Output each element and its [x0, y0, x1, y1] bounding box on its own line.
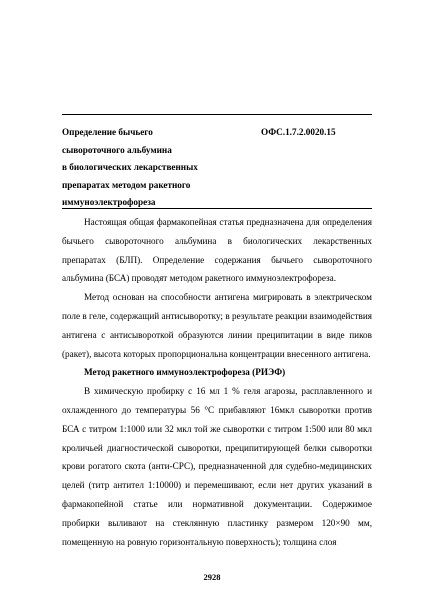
title-line: иммуноэлектрофореза [62, 197, 156, 207]
paragraph-procedure: В химическую пробирку с 16 мл 1 % геля агарозы, расплавленного и охлажденного до температуры 56 °С прибавляют 16мкл сыворотки против БСА с титром 1:1000 или 32 мкл той же сыворотки с титром 1:500 или 80 мкл кроличьей диагностической сыворотки, преципитирующей белки сыворотки крови рогатого скота (анти-СРС), предназначенной для судебно-медицинских целей (титр антител 1:10000) и перемешивают, если нет других указаний в фармакопейной статье или нормативной документации. Содержимое пробирки выливают на стеклянную пластинку размером 120×90 мм, помещенную на ровную горизонтальную поверхность); толщина слоя [62, 386, 372, 547]
document-code: ОФС.1.7.2.0020.15 [261, 127, 336, 137]
paragraph-principle: Метод основан на способности антигена мигрировать в электрическом поле в геле, содержащий антисыворотку; в результате реакции взаимодействия антигена с антисывороткой образуются линии преципитации в виде пиков (ракет), высота которых пропорциональна концентрации внесенного антигена. [62, 292, 372, 359]
document-title [62, 124, 262, 212]
page-number: 2928 [203, 572, 221, 582]
header-bottom-rule [62, 208, 372, 209]
document-body [62, 213, 372, 551]
title-line: сывороточного альбумина [62, 144, 172, 155]
title-line: Определение бычьего [62, 127, 153, 137]
paragraph-purpose: Настоящая общая фармакопейная статья предназначена для определения бычьего сывороточного альбумина в биологических лекарственных препаратах (БЛП). Определение содержания бычьего сывороточного альбумина (БСА) проводят методом ракетного иммуноэлектрофореза. [62, 217, 372, 284]
title-line: в биологических лекарственных [62, 162, 198, 172]
title-line: препаратах методом ракетного [62, 179, 191, 190]
header-top-rule [62, 114, 372, 115]
section-heading: Метод ракетного иммуноэлектрофореза (РИЭФ) [84, 367, 286, 378]
